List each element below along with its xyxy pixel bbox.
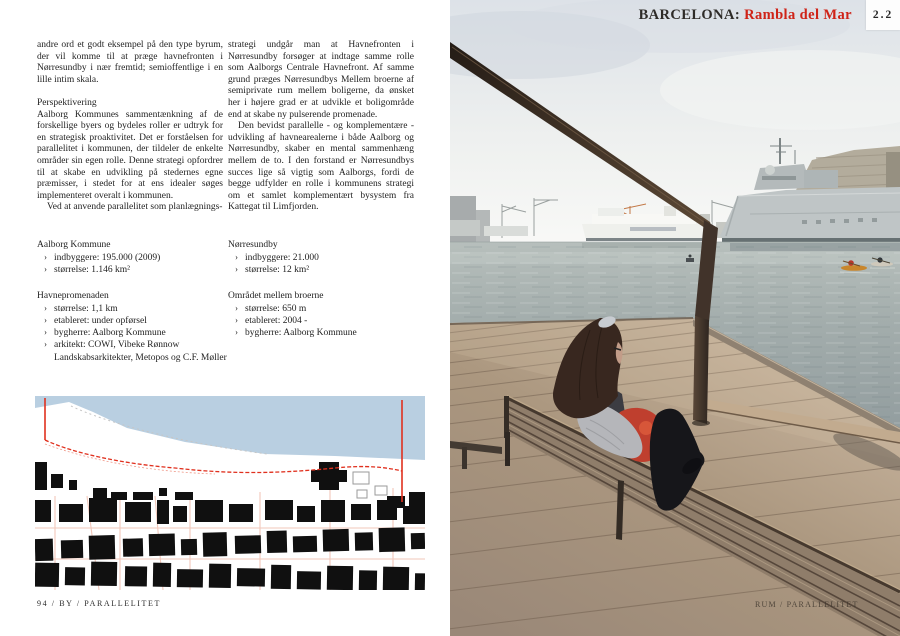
facts-group-noerresundby xyxy=(228,239,418,277)
header-city: BARCELONA: xyxy=(638,7,741,23)
bench-leg xyxy=(505,432,510,466)
facts-column-2 xyxy=(228,239,418,352)
page-header xyxy=(450,0,900,30)
bench-end-frame xyxy=(504,396,509,438)
bullet-icon: › xyxy=(235,252,238,263)
radar-dome-icon xyxy=(765,165,775,175)
facts-group-omraadet-mellem-broerne xyxy=(228,290,418,340)
section-heading: Perspektivering xyxy=(37,97,97,108)
page-footer-left: 94 / BY / PARALLELITET xyxy=(37,599,161,608)
facts-column-1 xyxy=(37,239,227,377)
text-column-1 xyxy=(37,40,223,214)
facts-item: › indbyggere: 21.000 xyxy=(235,252,319,264)
facts-item: › etableret: 2004 - xyxy=(235,315,308,327)
page-footer-right: RUM / PARALLELITET xyxy=(755,600,859,609)
header-title xyxy=(639,0,852,30)
body-paragraph: Den bevidst parallelle - og komplementære - udvikling af havnearealerne i både Aalborg og Nørresundby, skaber en mental sammenhæng mellem de to. I den forstand er Nørresundbys succes lige så vigtig som Aalborgs, fordi de begge udfylder en rolle i kommunens strategi om et samlet komplementært bysystem fra Kattegat til Limfjorden. xyxy=(228,121,414,213)
post-base-shadow xyxy=(692,420,710,426)
bullet-icon: › xyxy=(44,315,47,326)
facts-item: › etableret: under opførsel xyxy=(44,315,147,327)
bullet-icon: › xyxy=(235,302,238,313)
harbour-photograph xyxy=(450,0,900,636)
header-subtitle: Rambla del Mar xyxy=(744,7,852,23)
bullet-icon: › xyxy=(44,264,47,275)
text-column-2 xyxy=(228,40,414,214)
kayak-icon xyxy=(841,265,867,271)
body-paragraph: strategi undgår man at Havnefronten i Nørresundby forsøger at indtage samme rolle som Aalborgs Centrale Havnefront. Af samme grund præges Nørresundbys Mellem broerne af semiprivate rum mellem boligerne, da ønsket her i højere grad er at udvikle et boligområde end at skabe ny pulserende promenade. xyxy=(228,40,414,120)
facts-item: › indbyggere: 195.000 (2009) xyxy=(44,252,161,264)
bullet-icon: › xyxy=(44,302,47,313)
water-sparkle xyxy=(450,252,900,264)
railing-post xyxy=(693,316,709,424)
facts-title: Nørresundby xyxy=(228,240,278,250)
body-paragraph: Ved at anvende parallelitet som planlægnings- xyxy=(47,202,223,213)
bullet-icon: › xyxy=(235,315,238,326)
facts-item: › størrelse: 1.146 km² xyxy=(44,264,130,276)
figure-ground-map xyxy=(35,396,425,590)
bullet-icon: › xyxy=(235,327,238,338)
facts-group-aalborg-kommune xyxy=(37,239,227,277)
background-rail-leg xyxy=(462,447,467,469)
facts-group-havnepromenaden xyxy=(37,290,227,364)
kayak-icon xyxy=(871,262,893,267)
facts-item: › bygherre: Aalborg Kommune xyxy=(235,327,357,339)
bullet-icon: › xyxy=(44,339,47,350)
bullet-icon: › xyxy=(44,327,47,338)
facts-item: › arkitekt: COWI, Vibeke Rønnow Landskabsarkitekter, Metopos og C.F. Møller xyxy=(44,339,227,363)
photo-illustration xyxy=(450,0,900,636)
bullet-icon: › xyxy=(235,264,238,275)
facts-title: Aalborg Kommune xyxy=(37,240,111,250)
facts-title: Havnepromenaden xyxy=(37,290,109,301)
facts-item: › størrelse: 1,1 km xyxy=(44,302,118,314)
body-paragraph: Aalborg Kommunes sammentænkning af de forskellige byers og bydeles roller er udtryk for en strategisk proaktivitet. Det er forståelsen for parallelitet i kommunen, der tildeler de enkelte områder sin egen rolle. Denne strategi opfordrer til at skabe en udvikling på stedernes egne præmisser, i stedet for at ens idealer søges implementeret overalt i kommunen. xyxy=(37,109,223,201)
facts-item: › bygherre: Aalborg Kommune xyxy=(44,327,166,339)
facts-item: › størrelse: 650 m xyxy=(235,302,307,314)
section-number-badge: 2.2 xyxy=(866,0,900,30)
facts-item: › størrelse: 12 km² xyxy=(235,264,310,276)
intro-paragraph: andre ord et godt eksempel på den type byrum, der vil komme til at præge havnefronten i Nørresundby i nær fremtid; semioffentlige i en lille intim skala. xyxy=(37,40,223,85)
bullet-icon: › xyxy=(44,252,47,263)
facts-title: Området mellem broerne xyxy=(228,290,324,301)
